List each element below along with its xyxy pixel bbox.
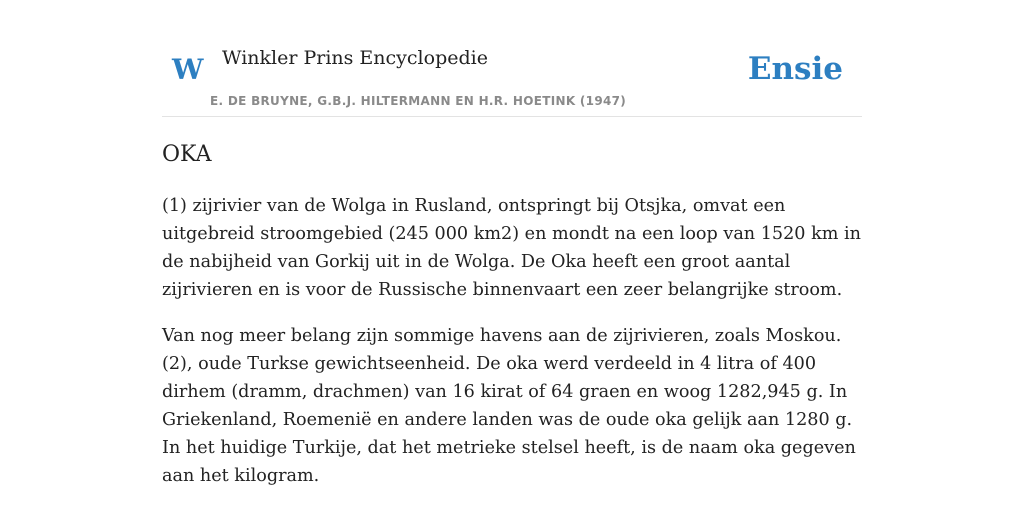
article-paragraph-2: Van nog meer belang zijn sommige havens aan de zijrivieren, zoals Moskou.(2), oude Turkse gewichtseenheid. De oka werd verdeeld in 4 litra of 400 dirhem (dramm, drachmen) van 16 kirat of 64 graen en woog 1282,945 g. In Griekenland, Roemenië en andere landen was de oude oka gelijk aan 1280 g. In het huidige Turkije, dat het metrieke stelsel heeft, is de naam oka gegeven aan het kilogram. [162, 326, 856, 486]
article-title: OKA [162, 142, 212, 167]
publication-logo[interactable]: W [172, 53, 204, 86]
brand-logo-link[interactable]: Ensie [747, 51, 843, 87]
header [162, 0, 862, 117]
publication-authors: E. DE BRUYNE, G.B.J. HILTERMANN EN H.R. HOETINK (1947) [210, 94, 627, 108]
article-body [162, 192, 862, 508]
publication-title-link[interactable]: Winkler Prins Encyclopedie [222, 47, 488, 69]
article-paragraph-1: (1) zijrivier van de Wolga in Rusland, ontspringt bij Otsjka, omvat een uitgebreid stroomgebied (245 000 km2) en mondt na een loop van 1520 km in de nabijheid van Gorkij uit in de Wolga. De Oka heeft een groot aantal zijrivieren en is voor de Russische binnenvaart een zeer belangrijke stroom. [162, 196, 861, 300]
